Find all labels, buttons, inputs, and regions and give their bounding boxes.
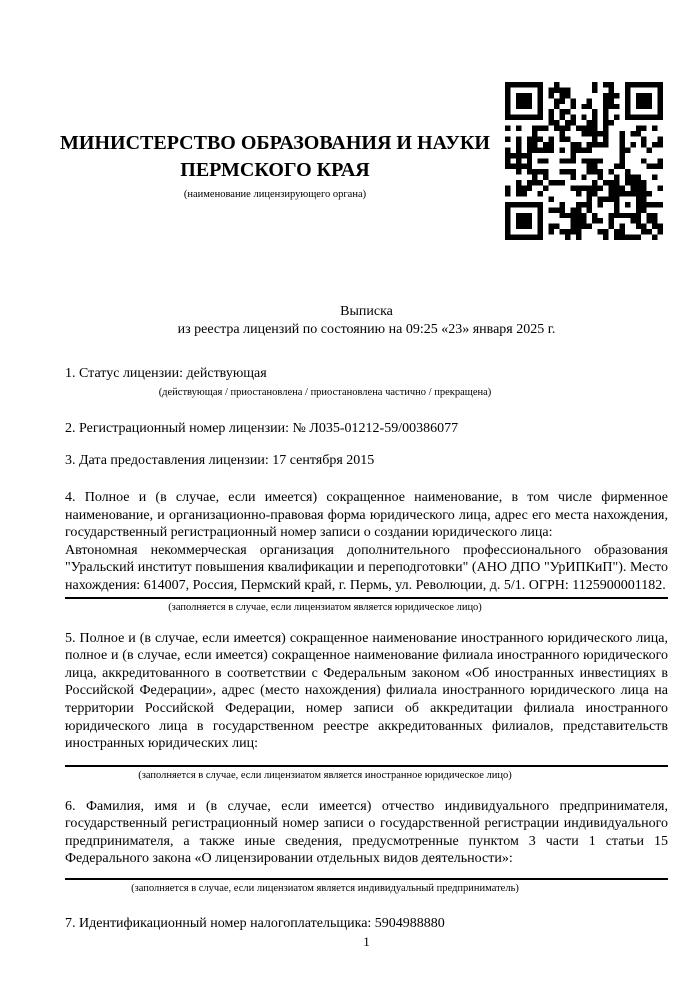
legal-entity-caption: (заполняется в случае, если лицензиатом является юридическое лицо) [168, 601, 482, 613]
foreign-entity-label: 5. Полное и (в случае, если имеется) сокращенное наименование иностранного юридического лица, полное и (в случае, если имеется) сокращенное наименование филиала иностранного юридического лица, аккредитованного в соответствии с Федеральным законом «Об иностранных инвестициях в Российской Федерации», адрес (место нахождения) филиала иностранного юридического лица на территории Российской Федерации, номер записи об аккредитации филиала иностранного юридического лица в государственном реестре аккредитованных филиалов, представительств иностранных юридических лиц: [65, 630, 668, 752]
entrepreneur-blank-field [65, 868, 668, 880]
ministry-name-line2: ПЕРМСКОГО КРАЯ [180, 159, 370, 181]
document-header [0, 0, 700, 260]
title-line2: из реестра лицензий по состоянию на 09:25 «23» января 2025 г. [177, 321, 556, 337]
license-grant-date: 3. Дата предоставления лицензии: 17 сентября 2015 [65, 453, 375, 469]
qr-code [505, 82, 663, 240]
entrepreneur-label: 6. Фамилия, имя и (в случае, если имеется) отчество индивидуального предпринимателя, государственный регистрационный номер записи о государственной регистрации индивидуального предпринимателя, а также иные сведения, предусмотренные пунктом 3 части 1 статьи 15 Федерального закона «О лицензировании отдельных видов деятельности»: [65, 798, 668, 867]
qr-code-image [505, 82, 663, 240]
title-line1: Выписка [340, 304, 393, 319]
license-status-caption: (действующая / приостановлена / приостановлена частично / прекращена) [158, 386, 492, 398]
taxpayer-id: 7. Идентификационный номер налогоплательщика: 5904988880 [65, 916, 445, 932]
foreign-entity-caption: (заполняется в случае, если лицензиатом является иностранное юридическое лицо) [138, 769, 512, 781]
entrepreneur-caption: (заполняется в случае, если лицензиатом является индивидуальный предприниматель) [131, 883, 519, 895]
ministry-name-line1: МИНИСТЕРСТВО ОБРАЗОВАНИЯ И НАУКИ [60, 132, 490, 154]
ministry-caption: (наименование лицензирующего органа) [183, 189, 367, 200]
legal-entity-label: 4. Полное и (в случае, если имеется) сокращенное наименование, в том числе фирменное наименование, и организационно-правовая форма юридического лица, адрес его места нахождения, государственный регистрационный номер записи о создании юридического лица: [65, 489, 668, 541]
license-status: 1. Статус лицензии: действующая [65, 366, 267, 382]
document-title [65, 303, 668, 338]
legal-entity-value: Автономная некоммерческая организация дополнительного профессионального образования "Уральский институт повышения квалификации и переподготовки" (АНО ДПО "УрИПКиП"). Место нахождения: 614007, Россия, Пермский край, г. Пермь, ул. Революции, д. 5/1. ОГРН: 1125900001182. [65, 542, 668, 599]
foreign-entity-blank-field [65, 753, 668, 767]
license-registration-number: 2. Регистрационный номер лицензии: № Л035-01212-59/00386077 [65, 420, 459, 436]
licensing-authority [60, 130, 490, 201]
page-number: 1 [363, 934, 370, 949]
document-body [65, 365, 668, 932]
